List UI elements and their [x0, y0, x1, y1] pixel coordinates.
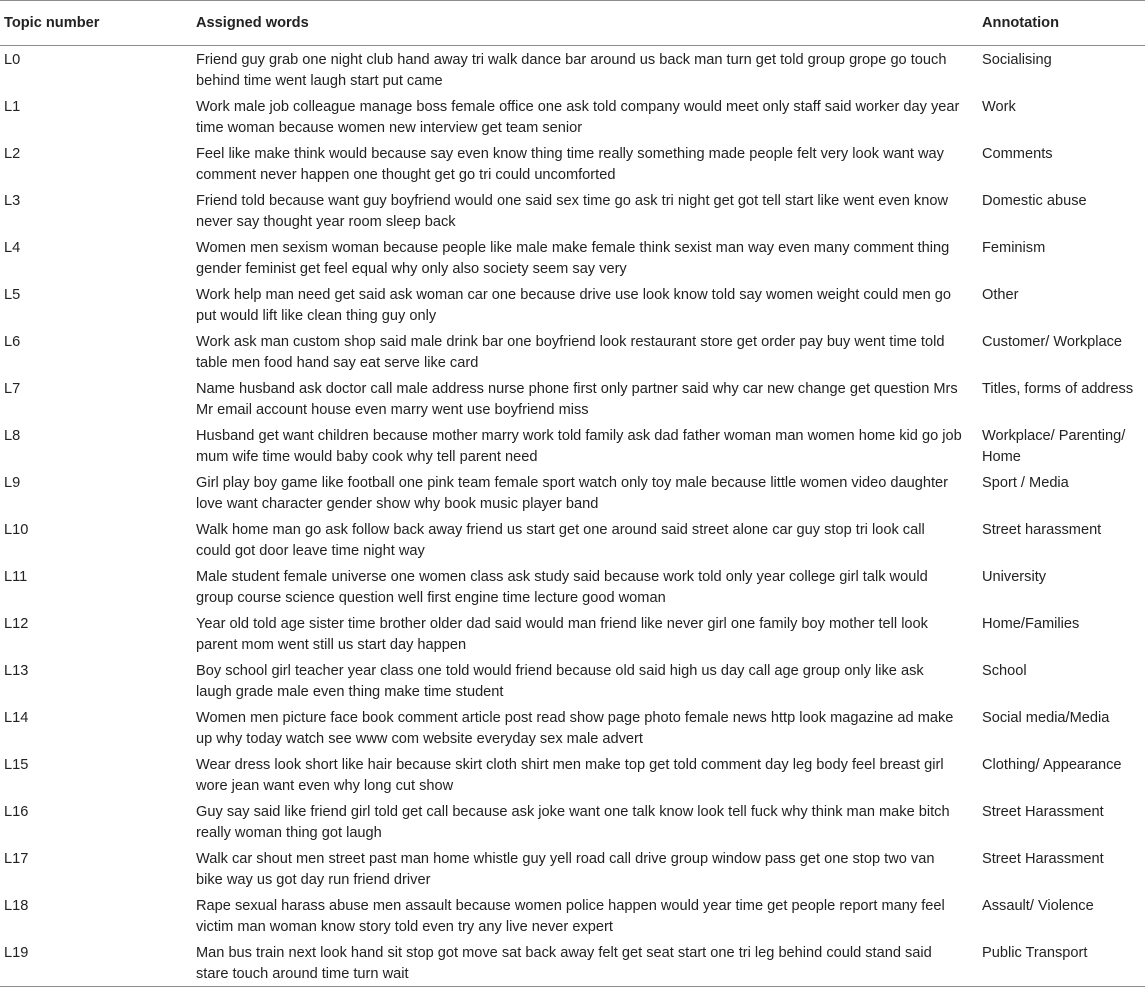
topic-number-cell: L2 [4, 146, 21, 162]
assigned-words-cell: Name husband ask doctor call male address nurse phone first only partner said why car new change get question Mrs Mr email account house even marry went use boyfriend miss [196, 381, 958, 418]
annotation-cell: Domestic abuse [982, 193, 1087, 209]
topic-number-cell: L17 [4, 851, 29, 867]
topic-number-cell: L0 [4, 52, 21, 68]
topic-number-cell: L7 [4, 381, 21, 397]
annotation-cell: University [982, 569, 1047, 585]
assigned-words-cell: Walk home man go ask follow back away friend us start get one around said street alone car guy stop tri look call could got door leave time night way [196, 522, 925, 559]
annotation-cell: Clothing/ Appearance [982, 757, 1122, 773]
annotation-cell: Public Transport [982, 945, 1088, 961]
header-annotation: Annotation [982, 15, 1060, 31]
topic-number-cell: L12 [4, 616, 29, 632]
table-body [0, 46, 1145, 987]
topic-number-cell: L19 [4, 945, 29, 961]
assigned-words-cell: Work male job colleague manage boss female office one ask told company would meet only staff said worker day year time woman because women new interview get team senior [196, 99, 960, 136]
assigned-words-cell: Husband get want children because mother marry work told family ask dad father woman man women home kid go job mum wife time would baby cook why tell parent need [196, 428, 962, 465]
assigned-words-cell: Wear dress look short like hair because skirt cloth shirt men make top get told comment day leg body feel breast girl wore jean want even why long cut show [196, 757, 944, 794]
assigned-words-cell: Work ask man custom shop said male drink bar one boyfriend look restaurant store get order pay buy went time told table men food hand say eat serve like card [196, 334, 945, 371]
topic-number-cell: L3 [4, 193, 21, 209]
table-row [0, 93, 1145, 140]
annotation-cell: Work [982, 99, 1016, 115]
table-row [0, 751, 1145, 798]
table-row [0, 46, 1145, 94]
table-row [0, 422, 1145, 469]
table-row [0, 140, 1145, 187]
annotation-cell: Customer/ Workplace [982, 334, 1123, 350]
annotation-cell: Street Harassment [982, 804, 1104, 820]
topic-number-cell: L9 [4, 475, 21, 491]
table-row [0, 375, 1145, 422]
annotation-cell: Socialising [982, 52, 1052, 68]
table-row [0, 516, 1145, 563]
table-row [0, 704, 1145, 751]
annotation-cell: Social media/Media [982, 710, 1110, 726]
annotation-cell: Street Harassment [982, 851, 1104, 867]
assigned-words-cell: Friend guy grab one night club hand away tri walk dance bar around us back man turn get told group grope go touch behind time went laugh start put came [196, 52, 947, 89]
table-row [0, 563, 1145, 610]
assigned-words-cell: Friend told because want guy boyfriend would one said sex time go ask tri night get got tell start like went even know never say thought year room sleep back [196, 193, 948, 230]
header-row [0, 1, 1145, 46]
assigned-words-cell: Walk car shout men street past man home whistle guy yell road call drive group window pass get one stop two van bike way us got day run friend driver [196, 851, 935, 888]
assigned-words-cell: Year old told age sister time brother older dad said would man friend like never girl one family boy mother tell look parent mom went still us start day happen [196, 616, 928, 653]
table-row [0, 328, 1145, 375]
topic-number-cell: L18 [4, 898, 29, 914]
annotation-cell: Home/Families [982, 616, 1080, 632]
assigned-words-cell: Girl play boy game like football one pink team female sport watch only toy male because little women video daughter love want character gender show why book music player band [196, 475, 948, 512]
annotation-cell: Workplace/ Parenting/ Home [982, 428, 1126, 465]
assigned-words-cell: Women men picture face book comment article post read show page photo female news http look magazine ad make up why today watch see www com website everyday sex male advert [196, 710, 954, 747]
assigned-words-cell: Boy school girl teacher year class one told would friend because old said high us day call age group only like ask laugh grade male even thing make time student [196, 663, 924, 700]
assigned-words-cell: Women men sexism woman because people like male make female think sexist man way even many comment thing gender feminist get feel equal why only also society seem say very [196, 240, 950, 277]
annotation-cell: Other [982, 287, 1019, 303]
table-row [0, 845, 1145, 892]
topic-number-cell: L5 [4, 287, 21, 303]
table-row [0, 798, 1145, 845]
annotation-cell: Assault/ Violence [982, 898, 1094, 914]
topic-number-cell: L4 [4, 240, 21, 256]
annotation-cell: School [982, 663, 1027, 679]
annotation-cell: Sport / Media [982, 475, 1069, 491]
table-row [0, 234, 1145, 281]
assigned-words-cell: Rape sexual harass abuse men assault because women police happen would year time get people report many feel victim man woman know story told even try any live never expert [196, 898, 945, 935]
table-row [0, 892, 1145, 939]
table-row [0, 939, 1145, 987]
topic-number-cell: L1 [4, 99, 21, 115]
header-topic-number: Topic number [4, 15, 100, 31]
table-row [0, 187, 1145, 234]
topic-number-cell: L10 [4, 522, 29, 538]
assigned-words-cell: Man bus train next look hand sit stop got move sat back away felt get seat start one tri leg behind could stand said stare touch around time turn wait [196, 945, 932, 982]
annotation-cell: Street harassment [982, 522, 1102, 538]
header-assigned-words: Assigned words [196, 15, 309, 31]
topic-number-cell: L11 [4, 569, 28, 585]
annotation-cell: Feminism [982, 240, 1046, 256]
table-header [0, 1, 1145, 46]
topic-number-cell: L6 [4, 334, 21, 350]
topic-number-cell: L8 [4, 428, 21, 444]
topic-number-cell: L13 [4, 663, 29, 679]
table-row [0, 469, 1145, 516]
topic-number-cell: L15 [4, 757, 29, 773]
topic-number-cell: L14 [4, 710, 29, 726]
table-row [0, 610, 1145, 657]
assigned-words-cell: Work help man need get said ask woman car one because drive use look know told say women weight could men go put would lift like clean thing guy only [196, 287, 951, 324]
assigned-words-cell: Guy say said like friend girl told get call because ask joke want one talk know look tell fuck why think man make bitch really woman thing got laugh [196, 804, 950, 841]
annotation-cell: Titles, forms of address [982, 381, 1134, 397]
table-row [0, 657, 1145, 704]
assigned-words-cell: Male student female universe one women class ask study said because work told only year college girl talk would group course science question well first engine time lecture good woman [196, 569, 928, 606]
annotation-cell: Comments [982, 146, 1053, 162]
assigned-words-cell: Feel like make think would because say even know thing time really something made people felt very look want way comment never happen one thought get go tri could uncomforted [196, 146, 944, 183]
topic-number-cell: L16 [4, 804, 29, 820]
table-row [0, 281, 1145, 328]
